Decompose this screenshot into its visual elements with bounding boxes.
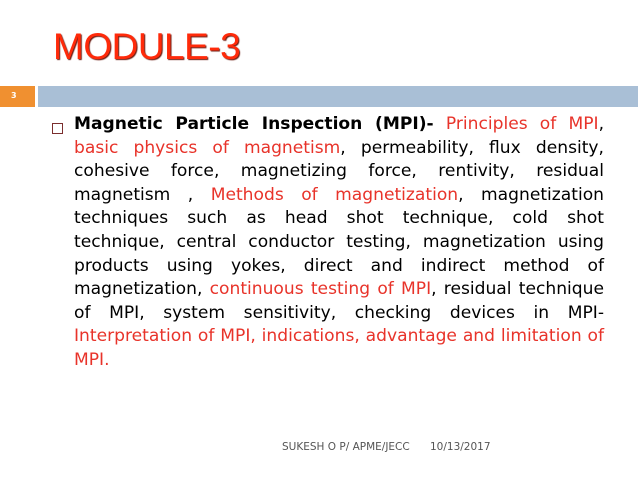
footer-author: SUKESH O P/ APME/JECC: [282, 441, 410, 453]
text-segment: , residual technique of MPI, system sensitivity, checking devices in MPI-: [74, 279, 604, 323]
text-segment: , magnetization techniques such as head shot technique, cold shot technique, central conductor testing, magnetization using products using yokes, direct and indirect method of magnetization,: [74, 184, 604, 300]
slide-title: MODULE-3: [53, 26, 241, 67]
highlight-physics: basic physics of magnetism: [74, 137, 341, 158]
slide-number: 3: [11, 91, 17, 100]
highlight-interpretation: Interpretation of MPI, indications, advantage and limitation of MPI.: [74, 326, 604, 370]
square-bullet-icon: [52, 123, 63, 134]
highlight-principles: Principles of MPI: [433, 114, 599, 134]
text-segment: ,: [598, 114, 604, 134]
header-bar: [38, 86, 638, 107]
text-segment: , permeability, flux density, cohesive force, magnetizing force, rentivity, residual magnetism ,: [74, 137, 604, 205]
topic-heading: Magnetic Particle Inspection (MPI)-: [74, 114, 434, 134]
highlight-methods: Methods of magnetization: [210, 184, 459, 205]
bullet-text: [74, 113, 604, 373]
slide-number-box: [0, 86, 35, 107]
footer-date: 10/13/2017: [430, 441, 491, 453]
highlight-continuous: continuous testing of MPI: [209, 279, 432, 300]
